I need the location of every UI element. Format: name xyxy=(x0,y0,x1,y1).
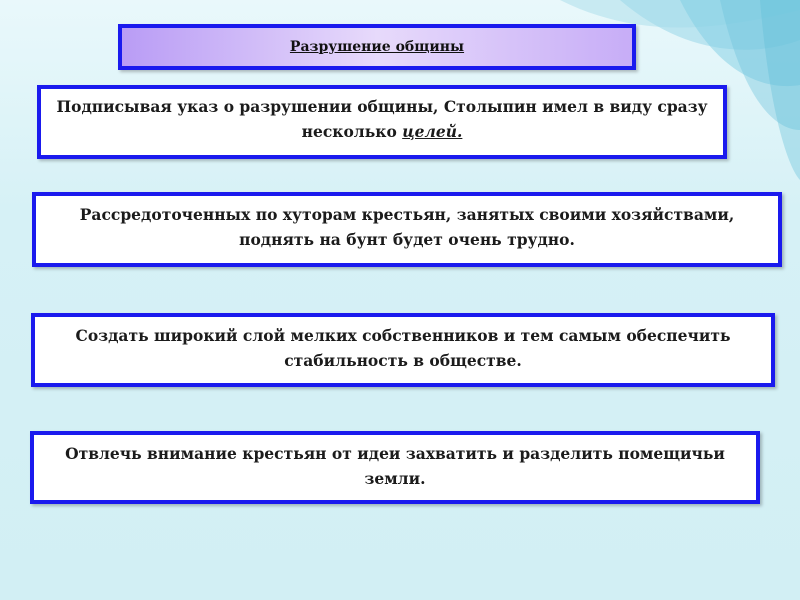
goal-text-2: Создать широкий слой мелких собственников и тем самым обеспечить стабильность в обществе. xyxy=(75,326,731,370)
goal-box-1 xyxy=(32,192,782,267)
goal-box-3 xyxy=(30,431,760,504)
intro-text-main: Подписывая указ о разрушении общины, Столыпин имел в виду сразу несколько xyxy=(56,97,708,141)
goal-text-3: Отвлечь внимание крестьян от идеи захватить и разделить помещичьи земли. xyxy=(65,444,725,488)
slide-title: Разрушение общины xyxy=(289,39,465,55)
goal-text-1: Рассредоточенных по хуторам крестьян, занятых своими хозяйствами, поднять на бунт будет очень трудно. xyxy=(79,205,735,249)
intro-box xyxy=(37,85,727,159)
goal-box-2 xyxy=(31,313,775,387)
slide-title-box xyxy=(118,24,636,70)
intro-emphasis: целей. xyxy=(402,122,463,141)
intro-text xyxy=(51,94,713,155)
